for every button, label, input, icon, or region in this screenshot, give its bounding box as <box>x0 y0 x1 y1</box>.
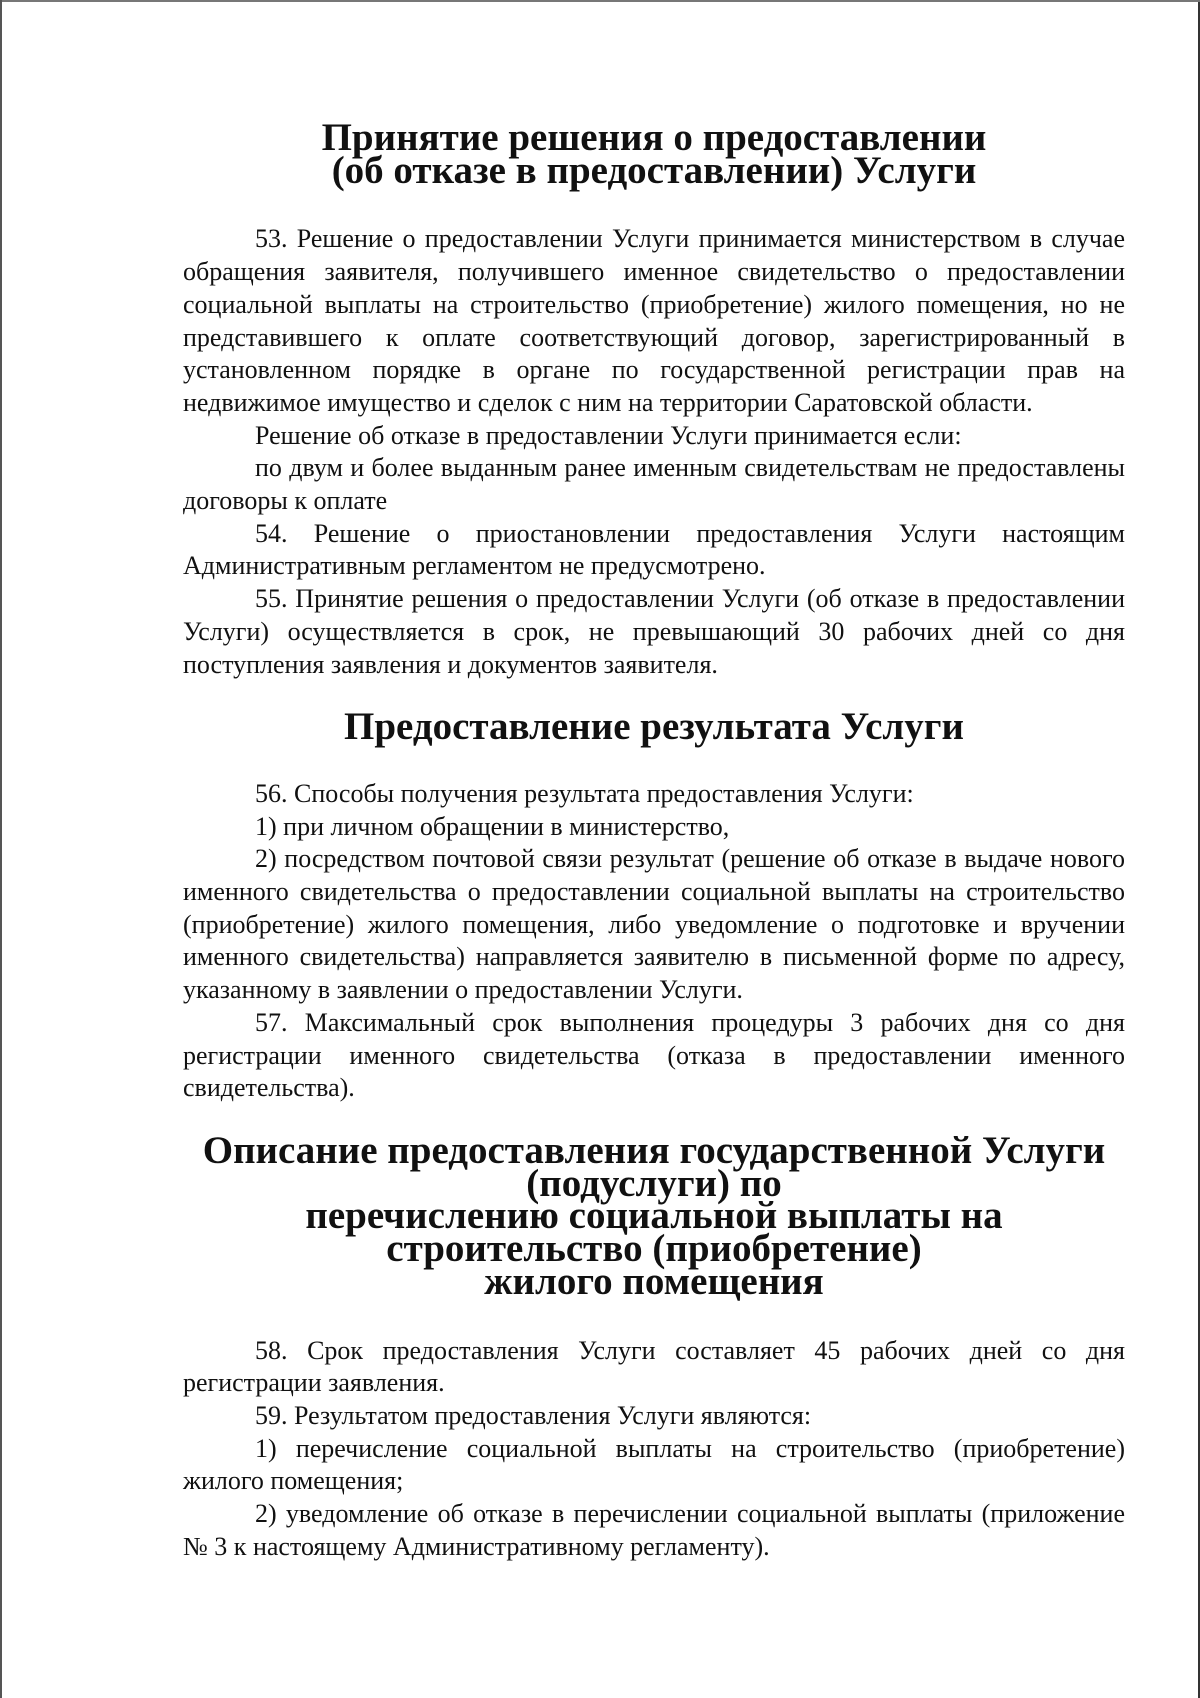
paragraph-refusal-reason: по двум и более выданным ранее именным свидетельствам не предоставлены договоры к оплате <box>183 453 1125 516</box>
paragraph-58: 58. Срок предоставления Услуги составляет 45 рабочих дней со дня регистрации заявления. <box>183 1335 1125 1398</box>
paragraph-59-item-2: 2) уведомление об отказе в перечислении социальной выплаты (приложение № 3 к настоящему Административному регламенту). <box>183 1499 1125 1561</box>
heading-line: Предоставление результата Услуги <box>344 705 964 749</box>
paragraph-refusal-condition: Решение об отказе в предоставлении Услуги принимается если: <box>255 420 962 450</box>
heading-line: Описание предоставления государственной Услуги (подуслуги) по <box>202 1128 1106 1205</box>
paragraph-55: 55. Принятие решения о предоставлении Услуги (об отказе в предоставлении Услуги) осуществляется в срок, не превышающий 30 рабочих дней со дня поступления заявления и документов заявителя. <box>183 584 1125 679</box>
section-heading-decision <box>183 116 1125 192</box>
heading-line: жилого помещения <box>484 1259 824 1303</box>
paragraph-56-item-1: 1) при личном обращении в министерство, <box>255 811 730 841</box>
paragraph-56-item-2: 2) посредством почтовой связи результат (решение об отказе в выдаче нового именного свидетельства о предоставлении социальной выплаты на строительство (приобретение) жилого помещения, либо уведомление о подготовке и вручении именного свидетельства) направляется заявителю в письменной форме по адресу, указанному в заявлении о предоставлении Услуги. <box>183 844 1125 1005</box>
section-heading-transfer <box>183 1128 1125 1303</box>
paragraph-59: 59. Результатом предоставления Услуги являются: <box>255 1400 812 1430</box>
page-top-edge <box>2 0 1200 2</box>
paragraph-56: 56. Способы получения результата предоставления Услуги: <box>255 778 914 808</box>
paragraph-53: 53. Решение о предоставлении Услуги принимается министерством в случае обращения заявителя, получившего именное свидетельство о предоставлении социальной выплаты на строительство (приобретение) жилого помещения, но не представившего к оплате соответствующий договор, зарегистрированный в установленном порядке в органе по государственной регистрации прав на недвижимое имущество и сделок с ним на территории Саратовской области. <box>183 224 1125 417</box>
heading-line: перечислению социальной выплаты на строительство (приобретение) <box>305 1194 1003 1271</box>
document-body <box>183 116 1125 1563</box>
heading-line: (об отказе в предоставлении) Услуги <box>331 148 977 192</box>
heading-line: Принятие решения о предоставлении <box>321 116 987 159</box>
section-heading-result <box>183 705 1125 749</box>
paragraph-54: 54. Решение о приостановлении предоставления Услуги настоящим Административным регламентом не предусмотрено. <box>183 518 1125 581</box>
paragraph-57: 57. Максимальный срок выполнения процедуры 3 рабочих дня со дня регистрации именного свидетельства (отказа в предоставлении именного свидетельства). <box>183 1007 1125 1103</box>
paragraph-59-item-1: 1) перечисление социальной выплаты на строительство (приобретение) жилого помещения; <box>183 1433 1125 1496</box>
